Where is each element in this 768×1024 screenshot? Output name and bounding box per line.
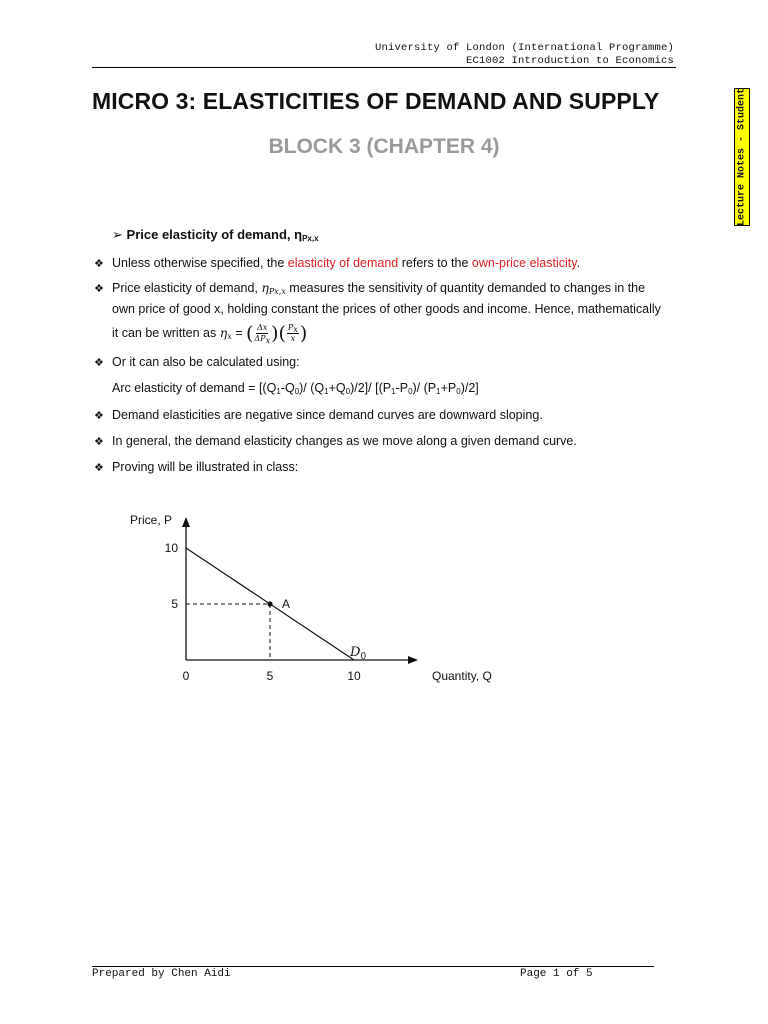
bullet-2-line-2: own price of good x, holding constant the prices of other goods and income. Hence, mathematically [112, 302, 661, 316]
b1-red-term-2: own-price elasticity [471, 256, 577, 270]
diamond-bullet-icon: ❖ [94, 462, 104, 474]
paren-open-1: ( [245, 322, 254, 345]
x-axis-label: Quantity, Q [432, 669, 492, 683]
paren-open-2: ( [278, 322, 286, 345]
b1-end: . [576, 256, 581, 270]
bullet-3 [94, 351, 111, 374]
bullet-6 [94, 456, 111, 479]
side-tab [734, 88, 750, 226]
page-subtitle: BLOCK 3 (CHAPTER 4) [268, 135, 500, 158]
formula-lhs: η [219, 325, 228, 340]
header-rule [92, 67, 676, 68]
diamond-bullet-icon: ❖ [94, 410, 104, 422]
frac2-den: x [290, 334, 296, 344]
bullet-2 [94, 277, 111, 300]
fraction-1 [254, 323, 270, 344]
section-heading [112, 227, 319, 243]
y-axis-label: Price, P [130, 513, 173, 527]
bullet-3-text: Or it can also be calculated using: [112, 355, 300, 369]
frac1-den-sub: x [265, 336, 271, 346]
y-tick-label: 5 [171, 597, 178, 611]
footer-rule [92, 966, 654, 967]
bullet-1-text [112, 252, 580, 274]
x-tick-label: 10 [347, 669, 361, 683]
x-tick-label: 0 [182, 669, 190, 683]
b1-pre: Unless otherwise specified, the [112, 256, 288, 270]
frac1-den-wrap [254, 334, 270, 344]
bullet-4 [94, 404, 111, 427]
frac2-num-wrap [287, 323, 299, 334]
fraction-2 [287, 323, 299, 344]
footer-author: Prepared by Chen Aidi [92, 968, 231, 980]
x-tick-label: 5 [266, 669, 274, 683]
arrow-bullet-icon: ➢ [112, 227, 123, 242]
diamond-bullet-icon: ❖ [94, 357, 104, 369]
side-tab-label: Lecture Notes - Student [736, 87, 748, 227]
frac1-den: ΔP [254, 334, 266, 344]
bullet-6-text: Proving will be illustrated in class: [112, 460, 299, 474]
arc-elasticity-formula: Arc elasticity of demand = [$(Q_1-Q_0)/$ $(Q_1+Q_0)/2]/$ [$(P_1-P_0)/$ $(P_1+P_0)/2$] [112, 381, 479, 396]
bullet-2-line-3 [112, 320, 307, 347]
y-axis-arrow-icon [182, 517, 190, 527]
b1-red-term-1: elasticity of demand [287, 256, 399, 270]
paren-close-2: ) [299, 322, 308, 345]
section-heading-text: Price elasticity of demand, η [126, 227, 303, 242]
bullet-5 [94, 430, 111, 453]
bullet-2-line-1 [112, 277, 645, 299]
bullet-1 [94, 252, 111, 275]
running-header [375, 42, 674, 68]
point-a-marker [267, 601, 272, 606]
b2-eta-sub: Px,x [268, 287, 286, 296]
formula-eq: = [231, 326, 246, 340]
point-a-label: A [282, 597, 291, 611]
footer-page-number: Page 1 of 5 [520, 968, 593, 980]
demand-curve-label: $D_0$ [350, 645, 367, 662]
frac1-num: Δx [257, 323, 268, 333]
bullet-4-text: Demand elasticities are negative since demand curves are downward sloping. [112, 408, 543, 422]
section-heading-sub: Px,x [302, 234, 319, 243]
page-title: MICRO 3: ELASTICITIES OF DEMAND AND SUPPLY [92, 88, 660, 114]
header-course: EC1002 Introduction to Economics [465, 55, 674, 67]
b2-pre: Price elasticity of demand, [112, 281, 262, 295]
chart-layer [130, 513, 492, 683]
y-tick-label: 10 [164, 541, 178, 555]
b2-eta: η [261, 280, 269, 295]
frac2-num-sub: x [293, 325, 298, 335]
diamond-bullet-icon: ❖ [94, 283, 104, 295]
header-university: University of London (International Programme) [374, 42, 674, 54]
formula-lhs-sub: x [227, 332, 232, 341]
b2-post: measures the sensitivity of quantity demanded to changes in the [285, 281, 646, 295]
paren-close-1: ) [271, 322, 279, 345]
b1-mid: refers to the [398, 256, 472, 270]
frac2-num: P [287, 323, 294, 333]
diamond-bullet-icon: ❖ [94, 258, 104, 270]
diamond-bullet-icon: ❖ [94, 436, 104, 448]
x-axis-arrow-icon [408, 656, 418, 664]
bullet-5-text: In general, the demand elasticity changes as we move along a given demand curve. [112, 434, 577, 448]
b2-line3: it can be written as [112, 326, 220, 340]
demand-curve-chart [120, 505, 540, 695]
